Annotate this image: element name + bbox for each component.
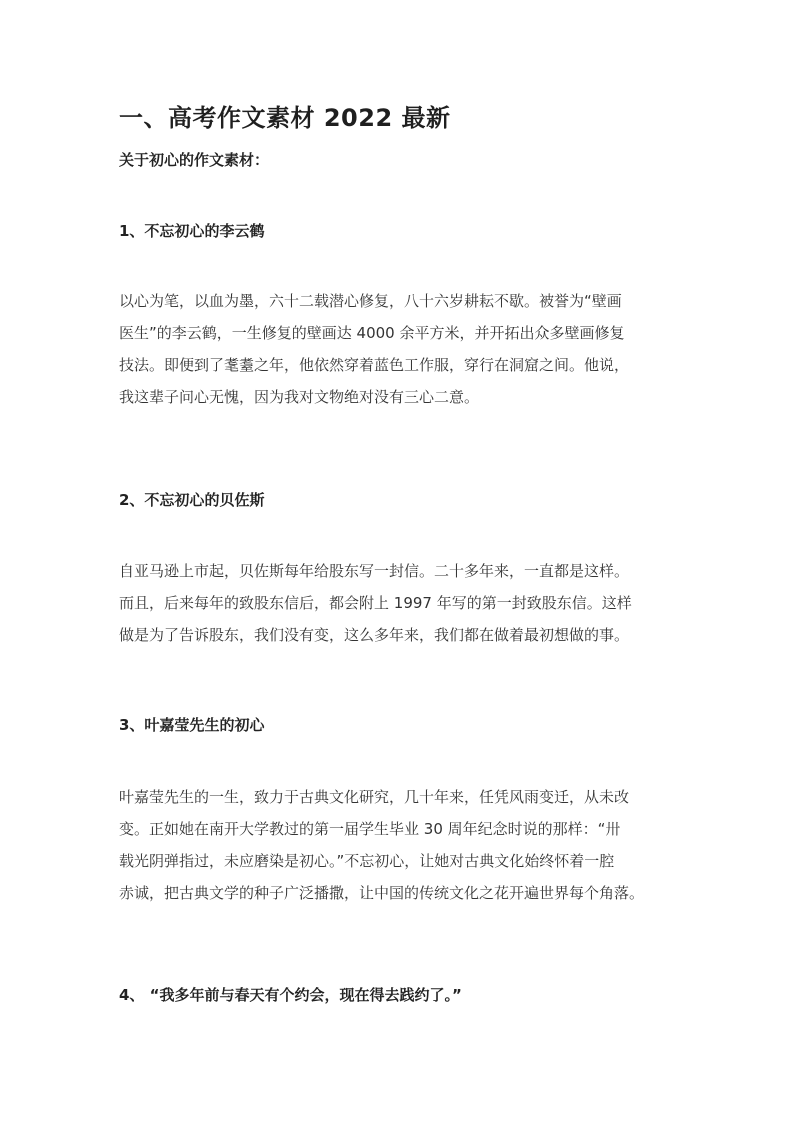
paragraph-line: 医生”的李云鹤，一生修复的壁画达 4000 余平方米，并开拓出众多壁画修复 xyxy=(119,324,625,342)
paragraph-line: 叶嘉莹先生的一生，致力于古典文化研究，几十年来，任凭风雨变迁，从未改 xyxy=(119,788,630,806)
section-paragraph-3 xyxy=(119,781,675,909)
section-paragraph-1 xyxy=(119,285,675,413)
paragraph-line: 以心为笔，以血为墨，六十二载潜心修复，八十六岁耕耘不歇。被誉为“壁画 xyxy=(119,292,622,310)
paragraph-line: 技法。即便到了耄耋之年，他依然穿着蓝色工作服，穿行在洞窟之间。他说， xyxy=(119,356,630,374)
document-title: 一、高考作文素材 2022 最新 xyxy=(119,104,451,132)
section-heading-1: 1、不忘初心的李云鹤 xyxy=(119,222,265,240)
paragraph-line: 我这辈子问心无愧，因为我对文物绝对没有三心二意。 xyxy=(119,388,480,406)
paragraph-line: 赤诚，把古典文学的种子广泛播撒，让中国的传统文化之花开遍世界每个角落。 xyxy=(119,884,645,902)
paragraph-line: 变。正如她在南开大学教过的第一届学生毕业 30 周年纪念时说的那样：“卅 xyxy=(119,820,621,838)
paragraph-line: 做是为了告诉股东，我们没有变，这么多年来，我们都在做着最初想做的事。 xyxy=(119,626,630,644)
document-subtitle: 关于初心的作文素材： xyxy=(119,151,270,169)
section-heading-2: 2、不忘初心的贝佐斯 xyxy=(119,491,265,509)
paragraph-line: 载光阴弹指过，未应磨染是初心。”不忘初心，让她对古典文化始终怀着一腔 xyxy=(119,852,615,870)
paragraph-line: 自亚马逊上市起，贝佐斯每年给股东写一封信。二十多年来，一直都是这样。 xyxy=(119,562,630,580)
section-heading-4: 4、 “我多年前与春天有个约会，现在得去践约了。” xyxy=(119,986,462,1004)
section-heading-3: 3、叶嘉莹先生的初心 xyxy=(119,716,265,734)
paragraph-line: 而且，后来每年的致股东信后，都会附上 1997 年写的第一封致股东信。这样 xyxy=(119,594,632,612)
section-paragraph-2 xyxy=(119,555,675,651)
